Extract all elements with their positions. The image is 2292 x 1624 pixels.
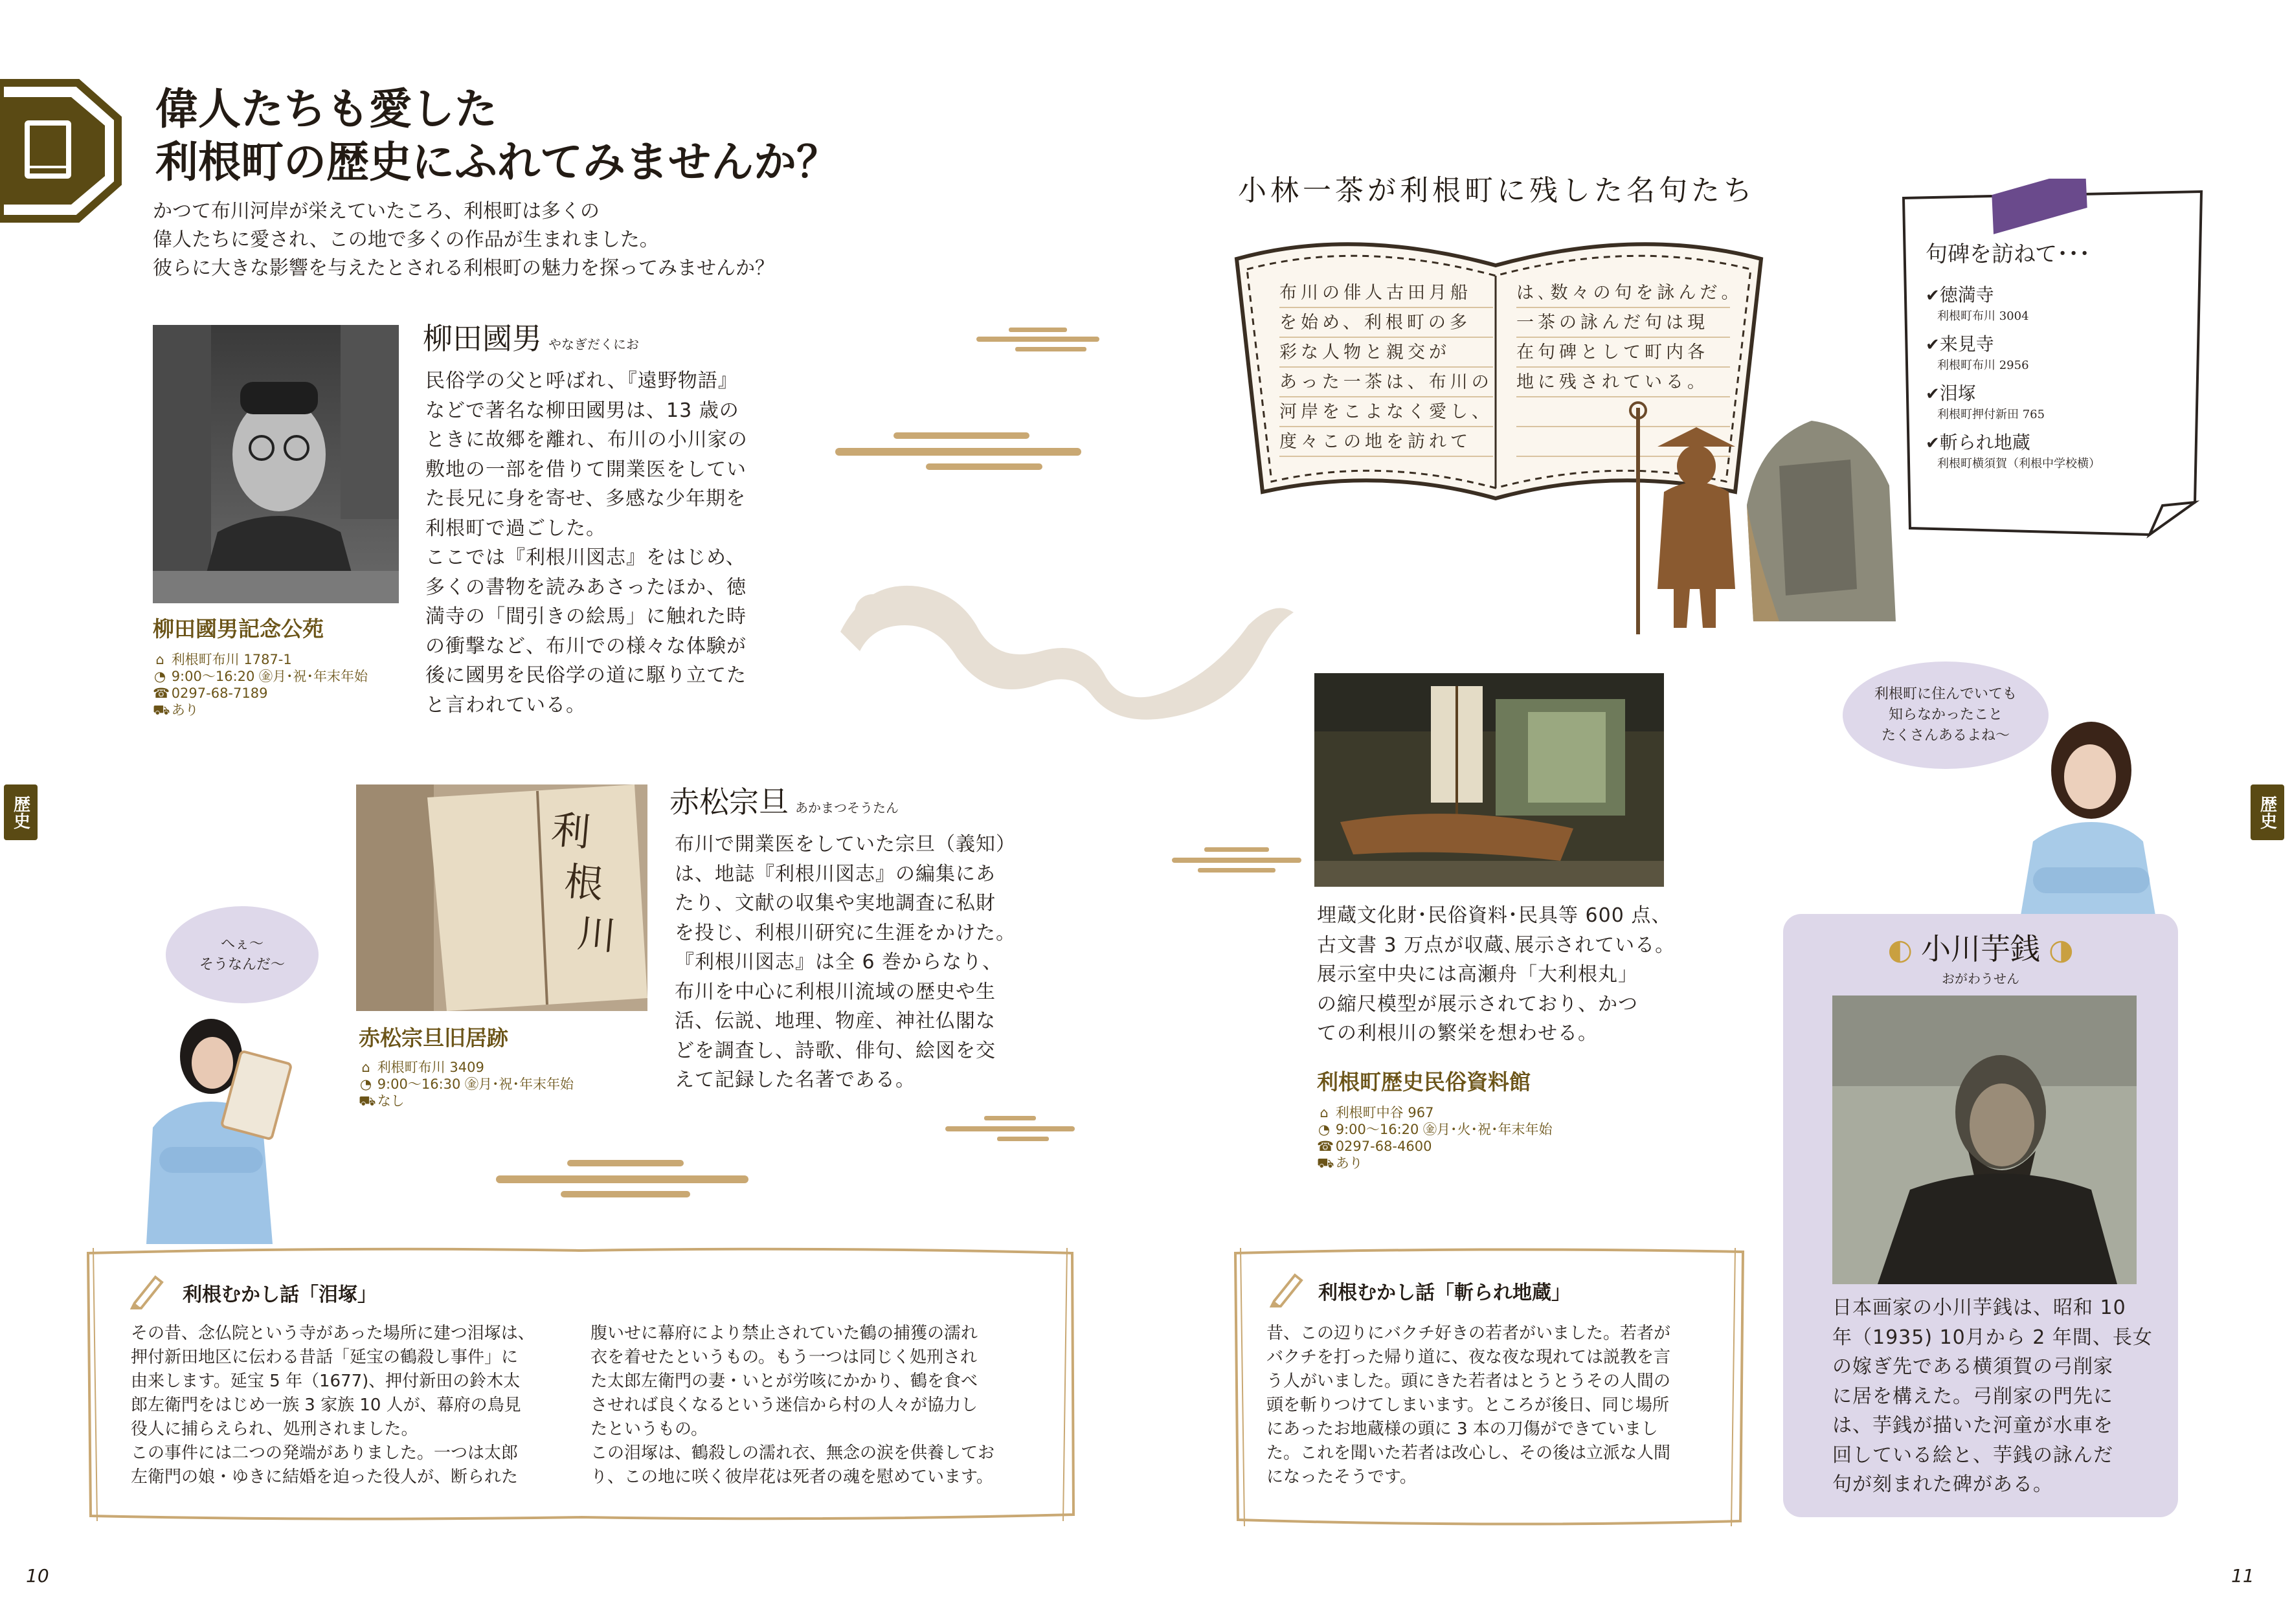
- story-line: させれば良くなるという迷信から村の人々が協力し: [590, 1396, 978, 1415]
- check-icon: ✔: [1926, 434, 1940, 453]
- body-line: 『利根川図志』は全 6 巻からなり、: [675, 951, 1003, 973]
- body-line: 布川を中心に利根川流域の歴史や生: [675, 980, 996, 1003]
- story-line: 昔、この辺りにバクチ好きの若者がいました。若者が: [1266, 1324, 1671, 1343]
- body-line: 年（1935) 10月から 2 年間、長女: [1832, 1326, 2153, 1349]
- story-line: た太郎左衛門の妻・いとが労咳にかかり、鶴を食べ: [590, 1372, 978, 1391]
- parking: あり: [1335, 1155, 1363, 1171]
- tel: 0297-68-4600: [1335, 1139, 1432, 1154]
- bubble-text: そうなんだ〜: [199, 957, 285, 973]
- cloud-decoration: [835, 425, 1081, 476]
- body-line: 後に國男を民俗学の道に駆り立てた: [425, 664, 747, 687]
- body-line: ここでは『利根川図志』をはじめ、: [425, 546, 746, 569]
- story-title: 利根むかし話「斬られ地蔵」: [1318, 1282, 1571, 1304]
- body-line: ときに故郷を離れ、布川の小川家の: [425, 428, 748, 451]
- body-line: ての利根川の繁栄を想わせる。: [1317, 1022, 1598, 1045]
- story-line: 押付新田地区に伝わる昔話「延宝の鶴殺し事件」に: [131, 1348, 519, 1367]
- pencil-icon: [1268, 1269, 1307, 1307]
- bubble-text: へぇ〜: [220, 936, 264, 952]
- story-line: 左衛門の娘・ゆきに結婚を迫った役人が、断られた: [131, 1467, 519, 1487]
- phone-icon: ☎: [153, 685, 170, 701]
- body-line: 展示室中央には高瀬舟「大利根丸」: [1317, 963, 1638, 986]
- body-line: に居を構えた。弓削家の門先に: [1832, 1385, 2113, 1408]
- yanagita-body: [425, 366, 788, 720]
- tab-history-left: 歴史: [4, 784, 38, 840]
- story-line: この泪塚は、鶴殺しの濡れ衣、無念の涙を供養してお: [590, 1443, 995, 1463]
- body-line: と言われている。: [425, 693, 586, 717]
- clock-icon: ◔: [1318, 1122, 1331, 1137]
- body-line: 布川で開業医をしていた宗旦（義知）: [675, 833, 1016, 856]
- address: 利根町布川 3409: [377, 1060, 484, 1075]
- body-line: の縮尺模型が展示されており、かつ: [1317, 992, 1638, 1016]
- story-line: バクチを打った帰り道に、夜な夜な現れては説教を言: [1266, 1348, 1671, 1367]
- check-icon: ✔: [1926, 384, 1940, 404]
- lead-line: かつて布川河岸が栄えていたころ、利根町は多くの: [153, 200, 600, 223]
- cloud-decoration: [945, 1113, 1075, 1146]
- check-icon: ✔: [1926, 286, 1940, 306]
- svg-text:根: 根: [562, 859, 605, 908]
- address: 利根町布川 1787-1: [171, 652, 292, 667]
- poem-line: 度々この地を訪れて: [1279, 427, 1493, 457]
- book-icon: [25, 120, 71, 179]
- memo-item: 斬られ地蔵: [1939, 432, 2030, 453]
- house-icon: ⌂: [1320, 1105, 1329, 1120]
- story-line: にあったお地蔵様の頭に 3 本の刀傷ができていまし: [1266, 1419, 1658, 1439]
- cloud-decoration: [1172, 845, 1301, 877]
- body-line: は、地誌『利根川図志』の編集にあ: [675, 862, 996, 885]
- person-name: 小川芋銭: [1921, 931, 2040, 966]
- memo-addr: 利根町押付新田 765: [1937, 408, 2045, 421]
- memo-addr: 利根町横須賀（利根中学校横）: [1937, 457, 2100, 471]
- poem-line: 在句碑として町内各: [1516, 338, 1730, 368]
- story-line: になったそうです。: [1266, 1467, 1417, 1487]
- memo-addr: 利根町布川 3004: [1937, 309, 2029, 323]
- body-line: 古文書 3 万点が収蔵､展示されている。: [1317, 933, 1676, 957]
- story-line: う人がいました。頭にきた若者はとうとうその人間の: [1266, 1372, 1671, 1391]
- page-number-right: 11: [2231, 1565, 2254, 1586]
- car-icon: ⛟: [359, 1093, 376, 1109]
- body-line: の衝撃など、布川での様々な体験が: [425, 634, 747, 658]
- lead-line: 偉人たちに愛され、この地で多くの作品が生まれました。: [153, 228, 659, 251]
- body-line: 民俗学の父と呼ばれ、『遠野物語』: [425, 370, 738, 392]
- address: 利根町中谷 967: [1335, 1105, 1434, 1120]
- body-line: は、芋銭が描いた河童が水車を: [1832, 1414, 2113, 1437]
- check-icon: ✔: [1926, 335, 1940, 355]
- body-line: えて記録した名著である。: [675, 1069, 916, 1091]
- body-line: 多くの書物を読みあさったほか、徳: [425, 575, 747, 599]
- tel: 0297-68-7189: [171, 685, 268, 701]
- issa-left-column: [1279, 278, 1493, 457]
- body-line: た長兄に身を寄せ、多感な少年期を: [425, 487, 747, 510]
- body-line: 活、伝説、地理、物産、神社仏閣な: [675, 1010, 996, 1032]
- section-badge: [0, 76, 123, 225]
- bubble-text: 利根町に住んでいても: [1874, 686, 2017, 702]
- story-line: この事件には二つの発端がありました。一つは太郎: [131, 1443, 519, 1463]
- woman-reading-photo: [133, 1018, 295, 1244]
- person-ruby: あかまつそうたん: [795, 800, 899, 816]
- museum-place: 利根町歴史民俗資料館: [1317, 1069, 1531, 1095]
- tab-history-right: 歴史: [2251, 784, 2284, 840]
- cloud-decoration: [976, 325, 1099, 357]
- poem-line: あった一茶は、布川の: [1279, 368, 1493, 397]
- person-name: 赤松宗旦: [669, 784, 789, 819]
- story-line: 役人に捕らえられ、処刑されました。: [131, 1419, 418, 1439]
- page-title: [155, 83, 839, 189]
- body-line: を投じ、利根川研究に生涯をかけた。: [675, 921, 1016, 944]
- memo-content: [1926, 236, 2197, 478]
- poem-line: 一茶の詠んだ句は現: [1516, 308, 1730, 338]
- pencil-icon: [128, 1271, 167, 1309]
- story-line: た。これを聞いた若者は改心し、その後は立派な人間: [1266, 1443, 1671, 1463]
- story-line: 腹いせに幕府により禁止されていた鶴の捕獲の濡れ: [590, 1324, 978, 1343]
- hours: 9:00〜16:20 ㊎月･火･祝･年末年始: [1335, 1122, 1553, 1137]
- house-icon: ⌂: [361, 1060, 370, 1075]
- lead-text: [153, 197, 897, 283]
- ogawa-body: [1832, 1293, 2169, 1500]
- bubble-text: 知らなかったこと: [1888, 707, 2003, 723]
- lead-line: 彼らに大きな影響を与えたとされる利根町の魅力を探ってみませんか？: [153, 257, 774, 280]
- yanagita-name: [423, 315, 639, 358]
- poem-line: を始め、利根町の多: [1279, 308, 1493, 338]
- hours: 9:00〜16:30 ㊎月･祝･年末年始: [377, 1076, 574, 1092]
- person-ruby: おがわうせん: [1942, 971, 2019, 986]
- body-line: 回している絵と、芋銭の詠んだ: [1832, 1443, 2113, 1467]
- body-line: 埋蔵文化財･民俗資料･民具等 600 点、: [1317, 904, 1672, 927]
- svg-text:利: 利: [549, 807, 592, 856]
- poem-line: 地に残されている。: [1516, 368, 1730, 397]
- clock-icon: ◔: [153, 669, 166, 684]
- cloud-decoration: [496, 1152, 748, 1204]
- hours: 9:00〜16:20 ㊎月･祝･年末年始: [171, 669, 368, 684]
- akamatsu-info: [359, 1059, 574, 1109]
- body-line: 満寺の「間引きの絵馬」に触れた時: [425, 605, 747, 628]
- story-line: 衣を着せたというもの。もう一つは同じく処刑され: [590, 1348, 977, 1367]
- akamatsu-place: 赤松宗旦旧居跡: [359, 1025, 508, 1051]
- story-line: 由来します。延宝 5 年（1677)、押付新田の鈴木太: [131, 1372, 521, 1391]
- poem-line: 彩な人物と親交が: [1279, 338, 1493, 368]
- memo-item: 泪塚: [1939, 383, 1976, 404]
- memo-item: 来見寺: [1939, 333, 1994, 355]
- story-title: 利根むかし話「泪塚」: [183, 1284, 377, 1306]
- body-line: どを調査し、詩歌、俳句、絵図を交: [675, 1039, 996, 1062]
- akamatsu-body: [675, 830, 1037, 1095]
- monk-silhouette: [1619, 395, 1755, 634]
- parking: なし: [377, 1093, 405, 1109]
- issa-heading: 小林一茶が利根町に残した名句たち: [1238, 174, 1756, 207]
- swirl-left-icon: ◐: [1887, 933, 1913, 966]
- yanagita-place: 柳田國男記念公苑: [153, 616, 324, 641]
- body-line: 敷地の一部を借りて開業医をしてい: [425, 458, 747, 481]
- story-line: り、この地に咲く彼岸花は死者の魂を慰めています。: [590, 1467, 993, 1487]
- phone-icon: ☎: [1317, 1139, 1334, 1154]
- car-icon: ⛟: [153, 702, 170, 718]
- page-number-left: 10: [26, 1565, 49, 1586]
- museum-info: [1317, 1104, 1553, 1172]
- poem-line: は､数々の句を詠んだ｡: [1516, 278, 1730, 308]
- story-line: その昔、念仏院という寺があった場所に建つ泪塚は、: [131, 1324, 535, 1343]
- memo-addr: 利根町布川 2956: [1937, 359, 2029, 372]
- story-right-column: [590, 1322, 1044, 1489]
- museum-photo: [1314, 673, 1664, 887]
- memo-title: 句碑を訪ねて･･･: [1926, 241, 2091, 267]
- ogawa-heading: [1783, 926, 2178, 987]
- body-line: などで著名な柳田國男は、13 歳の: [425, 399, 739, 422]
- dragon-decoration: [827, 541, 1300, 735]
- house-icon: ⌂: [155, 652, 164, 667]
- title-line-1: 偉人たちも愛した: [155, 84, 497, 134]
- swirl-right-icon: ◑: [2049, 933, 2074, 966]
- museum-body: [1317, 901, 1680, 1049]
- yanagita-info: [153, 651, 368, 718]
- person-name: 柳田國男: [423, 321, 542, 356]
- body-line: 利根町で過ごした。: [425, 517, 606, 540]
- story-left-column: [131, 1322, 584, 1489]
- title-line-2: 利根町の歴史にふれてみませんか？: [155, 137, 839, 187]
- yanagita-photo: [153, 325, 399, 603]
- poem-line: 布川の俳人古田月船: [1279, 278, 1493, 308]
- body-line: たり、文献の収集や実地調査に私財: [675, 892, 996, 915]
- car-icon: ⛟: [1317, 1155, 1334, 1171]
- body-line: の嫁ぎ先である横須賀の弓削家: [1832, 1355, 2113, 1378]
- person-ruby: やなぎだくにお: [548, 337, 639, 352]
- poem-line: 河岸をこよなく愛し、: [1279, 397, 1493, 427]
- memo-item: 徳満寺: [1939, 284, 1994, 306]
- ogawa-photo: [1832, 996, 2137, 1284]
- woman-thinking-photo: [1994, 712, 2175, 919]
- akamatsu-photo: [356, 784, 647, 1011]
- story-line: 郎左衛門をはじめ一族 3 家族 10 人が、幕府の鳥見: [131, 1396, 521, 1415]
- body-line: 日本画家の小川芋銭は、昭和 10: [1832, 1296, 2126, 1319]
- stone-monument-photo: [1740, 414, 1902, 621]
- speech-bubble-left: [166, 906, 319, 1003]
- svg-text:川: 川: [575, 911, 618, 960]
- story-line: 頭を斬りつけてしまいます。ところが後日、同じ場所: [1266, 1396, 1669, 1415]
- akamatsu-name: [669, 779, 899, 821]
- story-body: [1266, 1322, 1733, 1489]
- parking: あり: [171, 702, 199, 718]
- bubble-text: たくさんあるよね〜: [1881, 728, 2010, 744]
- body-line: 句が刻まれた碑がある。: [1832, 1473, 2053, 1496]
- clock-icon: ◔: [359, 1076, 372, 1092]
- story-line: たというもの。: [590, 1419, 708, 1439]
